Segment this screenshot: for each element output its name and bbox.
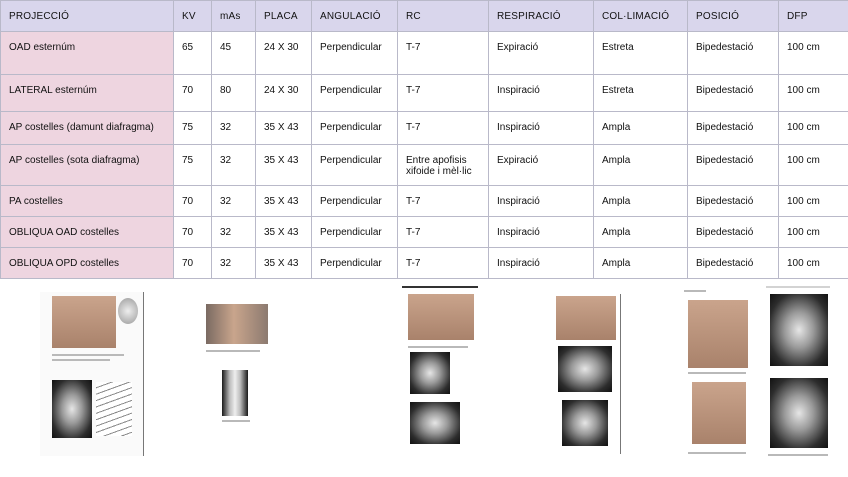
- ap-ribs-above-diaphragm-xray: [410, 352, 450, 394]
- header-projeccio: PROJECCIÓ: [1, 1, 174, 32]
- cell-mas: 32: [212, 145, 256, 186]
- table-row: [1, 145, 848, 186]
- cell-rc: T-7: [398, 75, 489, 112]
- cell-angulacio: Perpendicular: [312, 248, 398, 279]
- cell-placa: 24 X 30: [256, 75, 312, 112]
- header-posicio: POSICIÓ: [688, 1, 779, 32]
- cell-respiracio: Inspiració: [489, 75, 594, 112]
- cell-angulacio: Perpendicular: [312, 217, 398, 248]
- cell-placa: 35 X 43: [256, 248, 312, 279]
- cell-rc: T-7: [398, 217, 489, 248]
- cell-projeccio: AP costelles (sota diafragma): [1, 145, 174, 186]
- header-kv: KV: [174, 1, 212, 32]
- cell-mas: 45: [212, 32, 256, 75]
- cell-angulacio: Perpendicular: [312, 75, 398, 112]
- cell-posicio: Bipedestació: [688, 75, 779, 112]
- table-row: [1, 112, 848, 145]
- cell-dfp: 100 cm: [779, 75, 848, 112]
- sternum-xray: [52, 380, 92, 438]
- lateral-patient-photo: [206, 304, 268, 344]
- cell-posicio: Bipedestació: [688, 145, 779, 186]
- cell-angulacio: Perpendicular: [312, 112, 398, 145]
- reference-image-lateral-sternum: [204, 302, 274, 426]
- cell-rc: T-7: [398, 248, 489, 279]
- cell-projeccio: AP costelles (damunt diafragma): [1, 112, 174, 145]
- header-angulacio: ANGULACIÓ: [312, 1, 398, 32]
- cell-projeccio: OBLIQUA OAD costelles: [1, 217, 174, 248]
- header-placa: PLACA: [256, 1, 312, 32]
- cell-mas: 80: [212, 75, 256, 112]
- cell-collimacio: Ampla: [594, 248, 688, 279]
- oblique-oad-patient-photo: [688, 300, 748, 368]
- cell-posicio: Bipedestació: [688, 186, 779, 217]
- patient-back-photo: [52, 296, 116, 348]
- cell-angulacio: Perpendicular: [312, 186, 398, 217]
- cell-dfp: 100 cm: [779, 32, 848, 75]
- cell-rc: T-7: [398, 32, 489, 75]
- reference-image-oblique-ribs: [684, 286, 832, 462]
- oblique-opd-patient-photo: [692, 382, 746, 444]
- cell-kv: 70: [174, 75, 212, 112]
- cell-placa: 35 X 43: [256, 186, 312, 217]
- cell-dfp: 100 cm: [779, 145, 848, 186]
- cell-mas: 32: [212, 217, 256, 248]
- cell-kv: 65: [174, 32, 212, 75]
- header-respiracio: RESPIRACIÓ: [489, 1, 594, 32]
- sternum-diagram: [96, 382, 132, 436]
- cell-placa: 35 X 43: [256, 145, 312, 186]
- header-mas: mAs: [212, 1, 256, 32]
- cell-respiracio: Expiració: [489, 32, 594, 75]
- cell-placa: 35 X 43: [256, 112, 312, 145]
- header-collimacio: COL·LIMACIÓ: [594, 1, 688, 32]
- oblique-opd-xray: [770, 378, 828, 448]
- oblique-oad-xray: [770, 294, 828, 366]
- cell-collimacio: Ampla: [594, 186, 688, 217]
- cell-angulacio: Perpendicular: [312, 145, 398, 186]
- cell-posicio: Bipedestació: [688, 32, 779, 75]
- pa-ribs-lower-xray: [562, 400, 608, 446]
- cell-kv: 75: [174, 145, 212, 186]
- cell-collimacio: Ampla: [594, 145, 688, 186]
- ap-patient-photo: [408, 294, 474, 340]
- table-row: [1, 186, 848, 217]
- cell-rc: T-7: [398, 186, 489, 217]
- cell-projeccio: OAD esternúm: [1, 32, 174, 75]
- cell-respiracio: Inspiració: [489, 217, 594, 248]
- reference-image-ap-ribs: [402, 286, 478, 452]
- table-row: [1, 32, 848, 75]
- cell-mas: 32: [212, 112, 256, 145]
- cell-dfp: 100 cm: [779, 217, 848, 248]
- cell-posicio: Bipedestació: [688, 112, 779, 145]
- cell-collimacio: Estreta: [594, 75, 688, 112]
- cell-respiracio: Inspiració: [489, 186, 594, 217]
- cell-respiracio: Inspiració: [489, 248, 594, 279]
- ap-ribs-below-diaphragm-xray: [410, 402, 460, 444]
- cell-placa: 24 X 30: [256, 32, 312, 75]
- cell-projeccio: OBLIQUA OPD costelles: [1, 248, 174, 279]
- cell-dfp: 100 cm: [779, 248, 848, 279]
- cell-posicio: Bipedestació: [688, 217, 779, 248]
- pa-ribs-xray: [558, 346, 612, 392]
- cell-respiracio: Inspiració: [489, 112, 594, 145]
- cell-placa: 35 X 43: [256, 217, 312, 248]
- table-row: [1, 75, 848, 112]
- pa-patient-photo: [556, 296, 616, 340]
- cell-dfp: 100 cm: [779, 112, 848, 145]
- cell-kv: 70: [174, 248, 212, 279]
- header-rc: RC: [398, 1, 489, 32]
- table-row: [1, 248, 848, 279]
- cell-angulacio: Perpendicular: [312, 32, 398, 75]
- cell-collimacio: Ampla: [594, 217, 688, 248]
- cell-mas: 32: [212, 186, 256, 217]
- cell-rc: T-7: [398, 112, 489, 145]
- reference-image-sternum: [40, 292, 144, 456]
- cell-collimacio: Ampla: [594, 112, 688, 145]
- cell-kv: 70: [174, 217, 212, 248]
- lateral-sternum-xray: [222, 370, 248, 416]
- table-row: [1, 217, 848, 248]
- reference-image-pa-ribs: [552, 294, 622, 454]
- cell-rc: Entre apofisis xifoide i mèl·lic: [398, 145, 489, 186]
- xray-tube-photo: [118, 298, 138, 324]
- cell-kv: 75: [174, 112, 212, 145]
- cell-projeccio: LATERAL esternúm: [1, 75, 174, 112]
- header-dfp: DFP: [779, 1, 848, 32]
- cell-dfp: 100 cm: [779, 186, 848, 217]
- header-row: [1, 1, 848, 32]
- cell-respiracio: Expiració: [489, 145, 594, 186]
- cell-kv: 70: [174, 186, 212, 217]
- cell-posicio: Bipedestació: [688, 248, 779, 279]
- cell-projeccio: PA costelles: [1, 186, 174, 217]
- cell-collimacio: Estreta: [594, 32, 688, 75]
- cell-mas: 32: [212, 248, 256, 279]
